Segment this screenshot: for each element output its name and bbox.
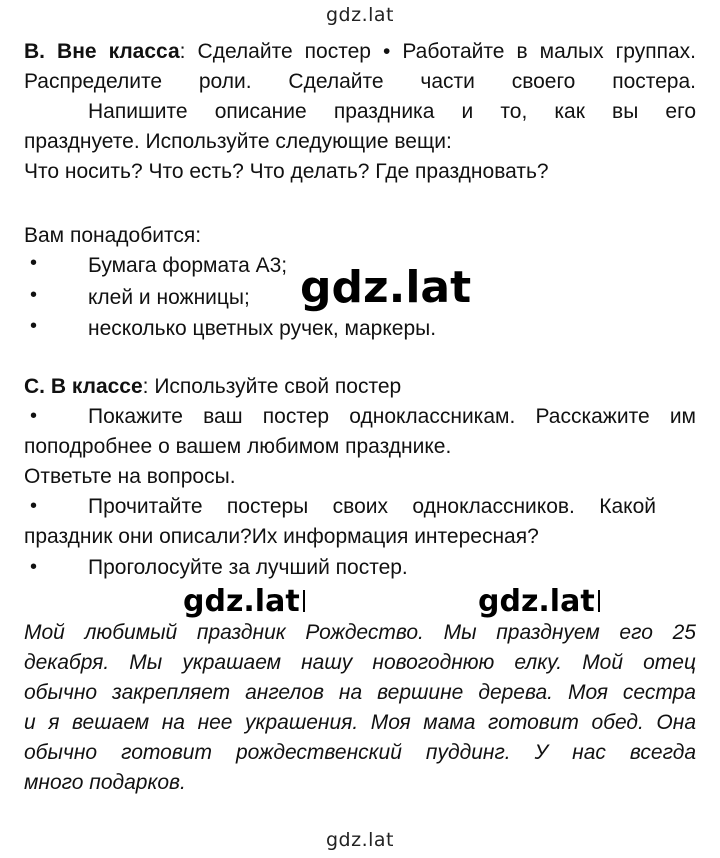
essay-line-1: Мой любимый праздник Рождество. Мы празднуем его 25 (24, 621, 696, 644)
section-c-bullet-1-line-1: Покажите ваш постер одноклассникам. Расскажите им (88, 405, 696, 428)
bullet-marker: • (30, 495, 38, 517)
essay-line-6: много подарков. (24, 771, 186, 794)
section-c-bullet-2-line-1: Прочитайте постеры своих одноклассников. Какой (88, 495, 656, 518)
section-c-line-1 (24, 373, 696, 401)
section-c-heading: C. В классе (24, 375, 143, 398)
section-c-bullet-2-line-2: праздник они описали?Их информация интересная? (24, 525, 539, 548)
bullet-marker: • (30, 405, 38, 427)
essay-line-5: обычно готовит рождественский пуддинг. У нас всегда (24, 741, 696, 764)
essay-line-4: и я вешаем на нее украшения. Моя мама готовит обед. Она (24, 711, 696, 734)
essay-line-2: декабря. Мы украшаем нашу новогоднюю елку. Мой отец (24, 651, 696, 674)
section-b-heading-rest: : Сделайте постер • Работайте в малых группах. (179, 40, 697, 63)
bullet-marker: • (30, 284, 38, 306)
section-c-bullet-1-line-2: поподробнее о вашем любимом празднике. (24, 435, 452, 458)
watermark-right: gdz.lat (478, 584, 600, 619)
section-c-answer-line: Ответьте на вопросы. (24, 465, 236, 488)
section-b-line-4: празднуете. Используйте следующие вещи: (24, 130, 452, 153)
section-b-line-5: Что носить? Что есть? Что делать? Где праздновать? (24, 160, 549, 183)
watermark-top: gdz.lat (325, 4, 394, 26)
watermark-left: gdz.lat (183, 584, 305, 619)
needs-item-3: несколько цветных ручек, маркеры. (88, 317, 437, 340)
needs-label: Вам понадобится: (24, 224, 202, 247)
bullet-marker: • (30, 252, 38, 274)
section-b-line-2: Распределите роли. Сделайте части своего постера. (24, 70, 696, 93)
watermark-center: gdz.lat (300, 262, 472, 313)
section-b-line-3: Напишите описание праздника и то, как вы его (88, 100, 696, 123)
section-b-line-1 (24, 38, 696, 66)
section-b-heading: B. Вне класса (24, 40, 180, 63)
needs-item-1: Бумага формата А3; (88, 254, 288, 277)
section-c-bullet-3: Проголосуйте за лучший постер. (88, 556, 408, 579)
essay-line-3: обычно закрепляет ангелов на вершине дерева. Моя сестра (24, 681, 696, 704)
bullet-marker: • (30, 556, 38, 578)
watermark-bottom: gdz.lat (325, 829, 394, 851)
needs-item-2: клей и ножницы; (88, 286, 250, 309)
bullet-marker: • (30, 315, 38, 337)
section-c-heading-rest: : Используйте свой постер (142, 375, 402, 398)
